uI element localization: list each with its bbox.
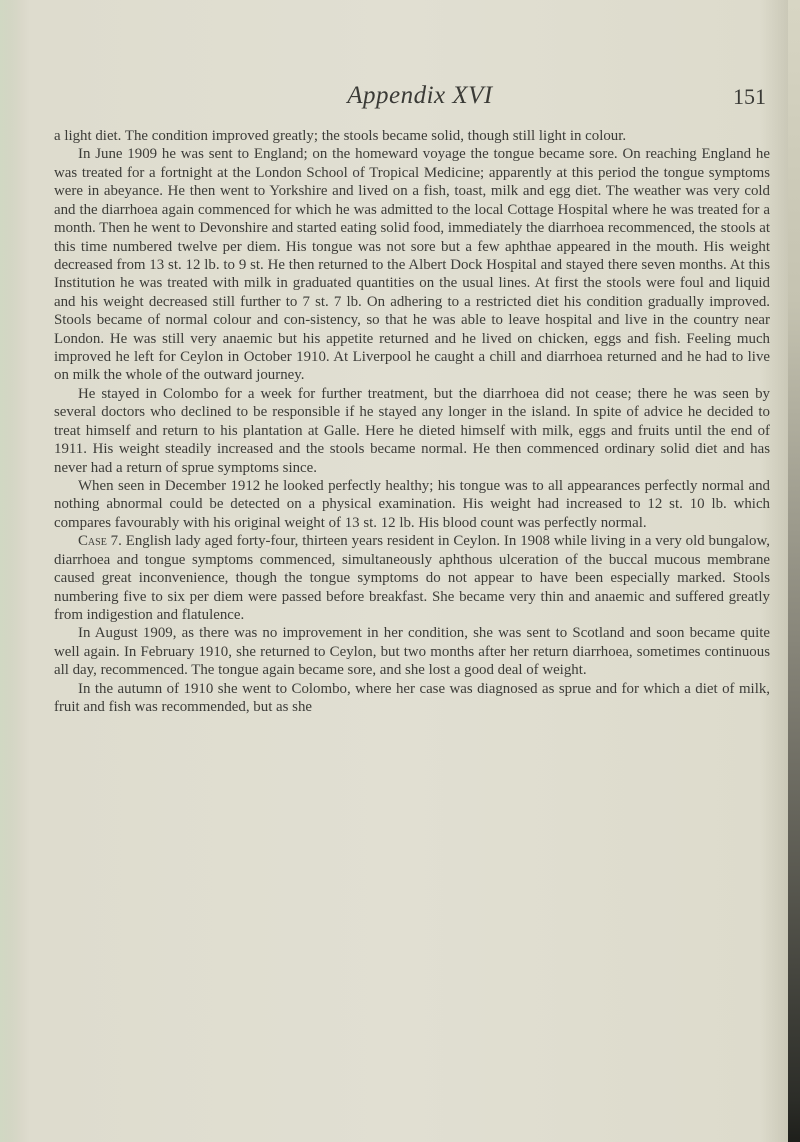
paragraph-1: a light diet. The condition improved greatly; the stools became solid, though still light in colour.: [54, 128, 627, 144]
paragraph-7: In the autumn of 1910 she went to Colombo, where her case was diagnosed as sprue and for which a diet of milk, fruit and fish was recommended, but as she: [54, 680, 770, 716]
paragraph-4: When seen in December 1912 he looked perfectly healthy; his tongue was to all appearances perfectly normal and nothing abnormal could be detected on a physical examination. His weight had increased to 12 st. 10 lb. which compares favourably with his original weight of 13 st. 12 lb. His blood count was perfectly normal.: [54, 478, 770, 531]
paragraph-2: In June 1909 he was sent to England; on the homeward voyage the tongue became sore. On reaching England he was treated for a fortnight at the London School of Tropical Medicine; apparently at this period the tongue symptoms were in abeyance. He then went to Yorkshire and lived on a fish, toast, milk and egg diet. The weather was very cold and the diarrhoea again commenced for which he was admitted to the local Cottage Hospital where he was treated for a month. Then he went to Devonshire and started eating solid food, immediately the diarrhoea recommenced, the stools at this time numbered twelve per diem. His tongue was not sore but a few aphthae appeared in the mouth. His weight decreased from 13 st. 12 lb. to 9 st. He then returned to the Albert Dock Hospital and stayed there seven months. At this Institution he was treated with milk in graduated quantities on the usual lines. At first the stools were foul and liquid and his weight decreased still further to 7 st. 7 lb. On adhering to a restricted diet his condition gradually improved. Stools became of normal colour and con-sistency, so that he was able to leave hospital and live in the country near London. He was still very anaemic but his appetite returned and he lived on chicken, eggs and fish. Feeling much improved he left for Ceylon in October 1910. At Liverpool he caught a chill and diarrhoea returned and he had to live on milk the whole of the outward journey.: [54, 146, 770, 384]
page-header: [40, 82, 766, 116]
page-binding-shadow: [788, 0, 800, 1142]
paragraph-5-text: English lady aged forty-four, thirteen years resident in Ceylon. In 1908 while living in a very old bungalow, diarrhoea and tongue symptoms commenced, simultaneously aphthous ulceration of the buccal mucous membrane caused great inconvenience, though the tongue symptoms do not appear to have been especially marked. Stools numbering five to six per diem were passed before breakfast. She became very thin and anaemic and suffered greatly from indigestion and flatulence.: [54, 533, 770, 623]
running-head: Appendix XVI: [347, 82, 493, 109]
case-label: Case 7.: [78, 533, 122, 550]
paragraph-6: In August 1909, as there was no improvement in her condition, she was sent to Scotland and soon became quite well again. In February 1910, she returned to Ceylon, but two months after her return diarrhoea, sometimes continuous all day, recommenced. The tongue again became sore, and she lost a good deal of weight.: [54, 625, 770, 679]
page-edge-tint: [0, 0, 22, 1142]
paragraph-3: He stayed in Colombo for a week for further treatment, but the diarrhoea did not cease; there he was seen by several doctors who declined to be responsible if he stayed any longer in the island. In spite of advice he decided to treat himself and return to his plantation at Galle. Here he dieted himself with milk, eggs and fruits until the end of 1911. His weight steadily increased and the stools became normal. He then commenced ordinary solid diet and has never had a return of sprue symptoms since.: [54, 385, 770, 476]
paragraph-5: [54, 532, 770, 624]
body-text: [54, 127, 770, 717]
page-number: 151: [733, 84, 766, 109]
